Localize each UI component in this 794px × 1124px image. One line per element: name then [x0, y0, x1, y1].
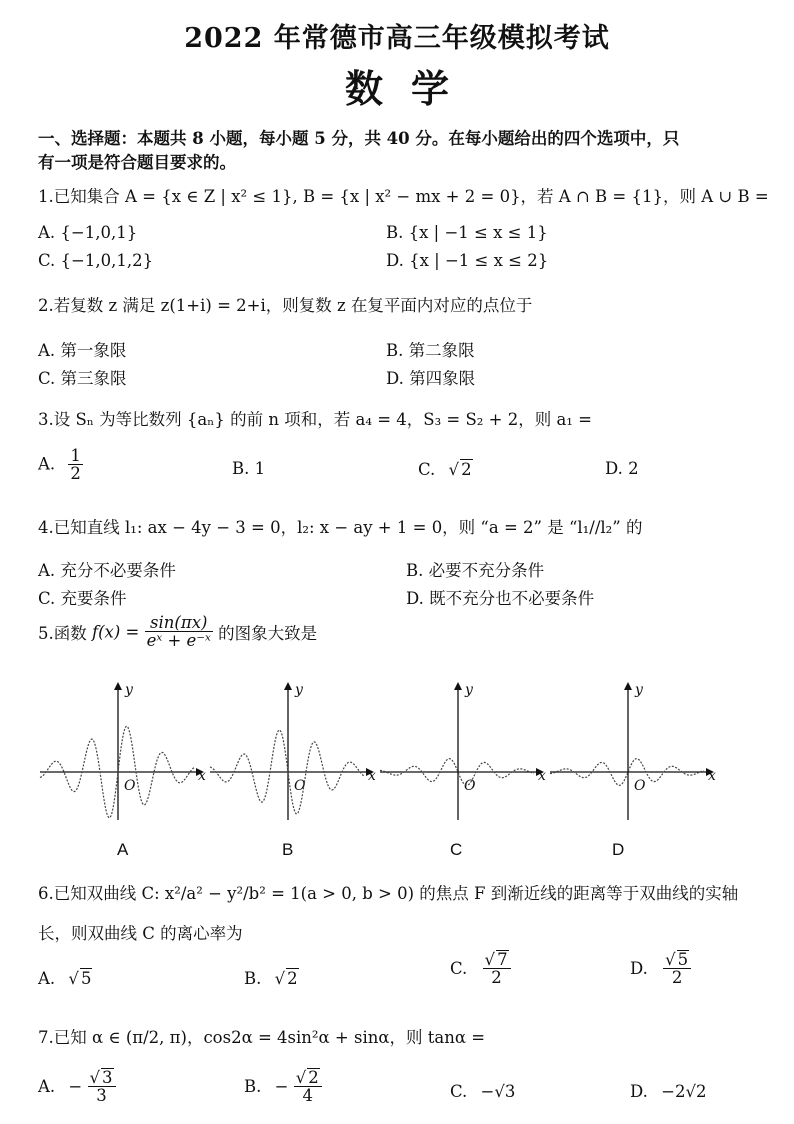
q5-numerator: sin(πx) [145, 614, 213, 632]
q6-option-b-radicand: 2 [287, 969, 298, 988]
q3-option-a [38, 447, 83, 483]
q6-option-c-fraction [483, 950, 511, 987]
origin-label: O [464, 778, 476, 794]
q1-option-a: A. {−1,0,1} [38, 223, 138, 242]
q2-option-b: B. 第二象限 [386, 341, 475, 360]
x-axis-label: x [538, 768, 546, 784]
section-intro-line2: 有一项是符合题目要求的。 [38, 153, 236, 172]
q7-stem: 7.已知 α ∈ (π/2, π)，cos2α = 4sin²α + sinα，则 tanα = [38, 1028, 486, 1047]
q3-option-c [418, 459, 473, 479]
q5-suffix: 的图象大致是 [218, 623, 318, 643]
section-intro-line1: 一、选择题：本题共 8 小题，每小题 5 分，共 40 分。在每小题给出的四个选项中，只 [38, 129, 680, 148]
y-axis-arrow-icon [114, 682, 122, 690]
q7-option-a-denominator: 3 [96, 1086, 107, 1106]
q4-option-d: D. 既不充分也不必要条件 [406, 589, 595, 608]
q5-denominator: eˣ + e⁻ˣ [146, 631, 211, 651]
q7-option-c [450, 1082, 515, 1101]
y-axis-label: y [125, 682, 133, 698]
sqrt-icon: √ [295, 1068, 307, 1087]
q6-option-a [38, 968, 92, 988]
q3-option-a-numerator: 1 [70, 446, 81, 465]
sqrt-icon: √ [484, 950, 496, 969]
q1-option-d: D. {x | −1 ≤ x ≤ 2} [386, 251, 549, 270]
q5-fraction [145, 614, 213, 650]
q6-option-c [450, 950, 511, 987]
q7-option-b-fraction [294, 1068, 322, 1105]
q2-option-a: A. 第一象限 [38, 341, 127, 360]
q3-option-b: B. 1 [232, 459, 266, 478]
q1-option-c: C. {−1,0,1,2} [38, 251, 154, 270]
q4-option-c: C. 充要条件 [38, 589, 127, 608]
q2-stem: 2.若复数 z 满足 z(1+i) = 2+i，则复数 z 在复平面内对应的点位于 [38, 296, 533, 315]
q7-option-b-radicand: 2 [308, 1068, 319, 1087]
q6-option-c-denominator: 2 [491, 968, 502, 988]
y-axis-label: y [295, 682, 303, 698]
graph-b-label: B [282, 840, 294, 859]
origin-label: O [634, 778, 646, 794]
q7-option-b [244, 1068, 322, 1105]
q6-option-a-prefix: A. [38, 969, 56, 988]
y-axis-label: y [635, 682, 643, 698]
graph-a [38, 672, 208, 822]
q6-option-d-prefix: D. [630, 958, 648, 978]
graph-c-label: C [450, 840, 463, 859]
q7-option-d [630, 1082, 706, 1101]
q4-option-b: B. 必要不充分条件 [406, 561, 545, 580]
q7-option-a-fraction [88, 1068, 116, 1105]
q6-option-d-denominator: 2 [671, 968, 683, 988]
graph-b [208, 672, 378, 822]
q6-option-c-radicand: 7 [497, 950, 508, 969]
graph-a-label: A [117, 840, 129, 859]
q6-stem-line2: 长，则双曲线 C 的离心率为 [38, 924, 243, 943]
q6-option-c-prefix: C. [450, 958, 468, 978]
q5-stem [38, 614, 317, 650]
q1-stem: 1.已知集合 A = {x ∈ Z | x² ≤ 1}, B = {x | x² − mx + 2 = 0}，若 A ∩ B = {1}，则 A ∪ B = [38, 187, 769, 206]
minus-icon: − [68, 1076, 83, 1096]
q7-option-a [38, 1068, 116, 1105]
q6-stem-line1: 6.已知双曲线 C: x²/a² − y²/b² = 1(a > 0, b > 0) 的焦点 F 到渐近线的距离等于双曲线的实轴 [38, 884, 739, 903]
x-axis-label: x [708, 768, 716, 784]
q7-option-d-prefix: D. [630, 1082, 648, 1101]
q3-option-c-prefix: C. [418, 460, 436, 479]
sqrt-icon: √ [68, 969, 79, 988]
graph-d-label: D [612, 840, 625, 859]
q7-option-c-prefix: C. [450, 1082, 468, 1101]
x-axis-label: x [198, 768, 206, 784]
y-axis-arrow-icon [624, 682, 632, 690]
q7-option-a-radicand: 3 [102, 1068, 113, 1087]
sqrt-icon: √ [448, 460, 460, 479]
q7-option-a-prefix: A. [38, 1076, 56, 1096]
q7-option-b-denominator: 4 [302, 1086, 313, 1106]
q3-option-d: D. 2 [605, 459, 639, 478]
sqrt-icon: √ [89, 1068, 101, 1087]
q3-stem: 3.设 Sₙ 为等比数列 {aₙ} 的前 n 项和，若 a₄ = 4，S₃ = S₂ + 2，则 a₁ = [38, 410, 592, 429]
q6-option-a-radicand: 5 [80, 969, 92, 988]
q3-option-a-fraction [68, 447, 83, 483]
q6-option-d-radicand: 5 [677, 950, 689, 969]
graph-c [378, 672, 548, 822]
minus-icon: − [274, 1076, 289, 1096]
q6-option-b [244, 968, 299, 988]
q5-fx: f(x) = [92, 622, 140, 642]
q3-option-a-denominator: 2 [70, 464, 81, 484]
sqrt-icon: √ [274, 969, 286, 988]
q6-option-d [630, 950, 691, 987]
origin-label: O [294, 778, 306, 794]
q5-prefix: 5.函数 [38, 623, 87, 643]
subject-title: 数学 [344, 66, 477, 111]
q3-option-a-prefix: A. [38, 454, 56, 474]
y-axis-label: y [465, 682, 473, 698]
q6-option-b-prefix: B. [244, 969, 262, 988]
q6-option-d-fraction [663, 950, 691, 987]
q7-option-d-value: −2√2 [661, 1082, 707, 1101]
origin-label: O [124, 778, 136, 794]
x-axis-label: x [368, 768, 376, 784]
q2-option-d: D. 第四象限 [386, 369, 476, 388]
q7-option-c-value: −√3 [480, 1082, 516, 1101]
exam-title: 2022 年常德市高三年级模拟考试 [184, 23, 610, 54]
q7-option-b-prefix: B. [244, 1076, 262, 1096]
q3-option-c-radicand: 2 [461, 460, 472, 479]
y-axis-arrow-icon [284, 682, 292, 690]
graph-d [548, 672, 718, 822]
q1-option-b: B. {x | −1 ≤ x ≤ 1} [386, 223, 548, 242]
sqrt-icon: √ [665, 950, 676, 969]
q4-option-a: A. 充分不必要条件 [38, 561, 176, 580]
y-axis-arrow-icon [454, 682, 462, 690]
q2-option-c: C. 第三象限 [38, 369, 127, 388]
q4-stem: 4.已知直线 l₁: ax − 4y − 3 = 0，l₂: x − ay + 1 = 0，则 “a = 2” 是 “l₁//l₂” 的 [38, 518, 643, 537]
